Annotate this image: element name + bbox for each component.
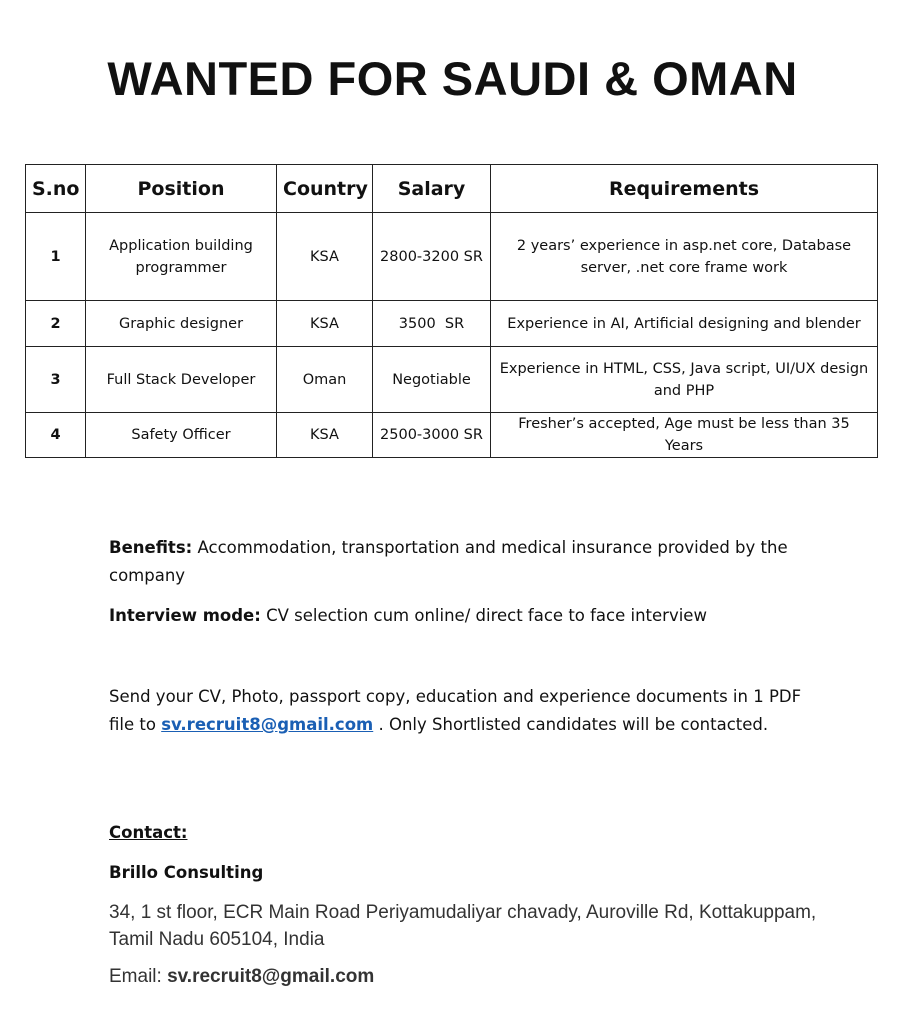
company-name: Brillo Consulting [109, 863, 264, 882]
cell-country: KSA [277, 301, 373, 347]
header-sno: S.no [26, 165, 86, 213]
cell-sno: 3 [26, 347, 86, 413]
cell-requirements: Experience in HTML, CSS, Java script, UI/UX design and PHP [491, 347, 878, 413]
header-salary: Salary [373, 165, 491, 213]
header-country: Country [277, 165, 373, 213]
cell-country: KSA [277, 413, 373, 458]
cell-sno: 4 [26, 413, 86, 458]
table-row [26, 301, 878, 347]
send-text-before: Send your CV, Photo, passport copy, education and experience documents in 1 PDF file to [109, 687, 802, 734]
page-title: WANTED FOR SAUDI & OMAN [107, 52, 798, 105]
cell-sno: 2 [26, 301, 86, 347]
cell-requirements: Fresher’s accepted, Age must be less than 35 Years [491, 413, 878, 458]
benefits-text: Accommodation, transportation and medical insurance provided by the company [109, 538, 788, 585]
contact-email: sv.recruit8@gmail.com [167, 966, 375, 987]
cell-position: Application building programmer [86, 213, 277, 301]
contact-email-label: Email: [109, 966, 168, 987]
cell-country: Oman [277, 347, 373, 413]
table-row [26, 413, 878, 458]
cell-country: KSA [277, 213, 373, 301]
job-openings-table [25, 164, 878, 458]
cell-salary: 2500-3000 SR [373, 413, 491, 458]
header-position: Position [86, 165, 277, 213]
table-header-row [26, 165, 878, 213]
cell-salary: Negotiable [373, 347, 491, 413]
header-requirements: Requirements [491, 165, 878, 213]
cell-position: Graphic designer [86, 301, 277, 347]
contact-heading-text: Contact: [109, 823, 188, 842]
interview-label: Interview mode: [109, 606, 261, 625]
contact-address: 34, 1 st floor, ECR Main Road Periyamudaliyar chavady, Auroville Rd, Kottakuppam, Tamil Nadu 605104, India [109, 902, 817, 950]
table-row [26, 347, 878, 413]
cell-requirements: 2 years’ experience in asp.net core, Database server, .net core frame work [491, 213, 878, 301]
send-cv-paragraph [109, 683, 809, 739]
benefits-label: Benefits: [109, 538, 193, 557]
cell-requirements: Experience in AI, Artificial designing and blender [491, 301, 878, 347]
interview-paragraph [109, 602, 809, 630]
send-text-after: . Only Shortlisted candidates will be contacted. [373, 715, 769, 734]
table-row [26, 213, 878, 301]
interview-text: CV selection cum online/ direct face to face interview [260, 606, 707, 625]
cell-sno: 1 [26, 213, 86, 301]
contact-heading [109, 819, 809, 847]
cell-position: Safety Officer [86, 413, 277, 458]
cell-salary: 2800-3200 SR [373, 213, 491, 301]
contact-email-line [109, 963, 829, 990]
cell-position: Full Stack Developer [86, 347, 277, 413]
benefits-paragraph [109, 534, 809, 590]
email-link[interactable]: sv.recruit8@gmail.com [161, 715, 374, 734]
cell-salary: 3500 SR [373, 301, 491, 347]
